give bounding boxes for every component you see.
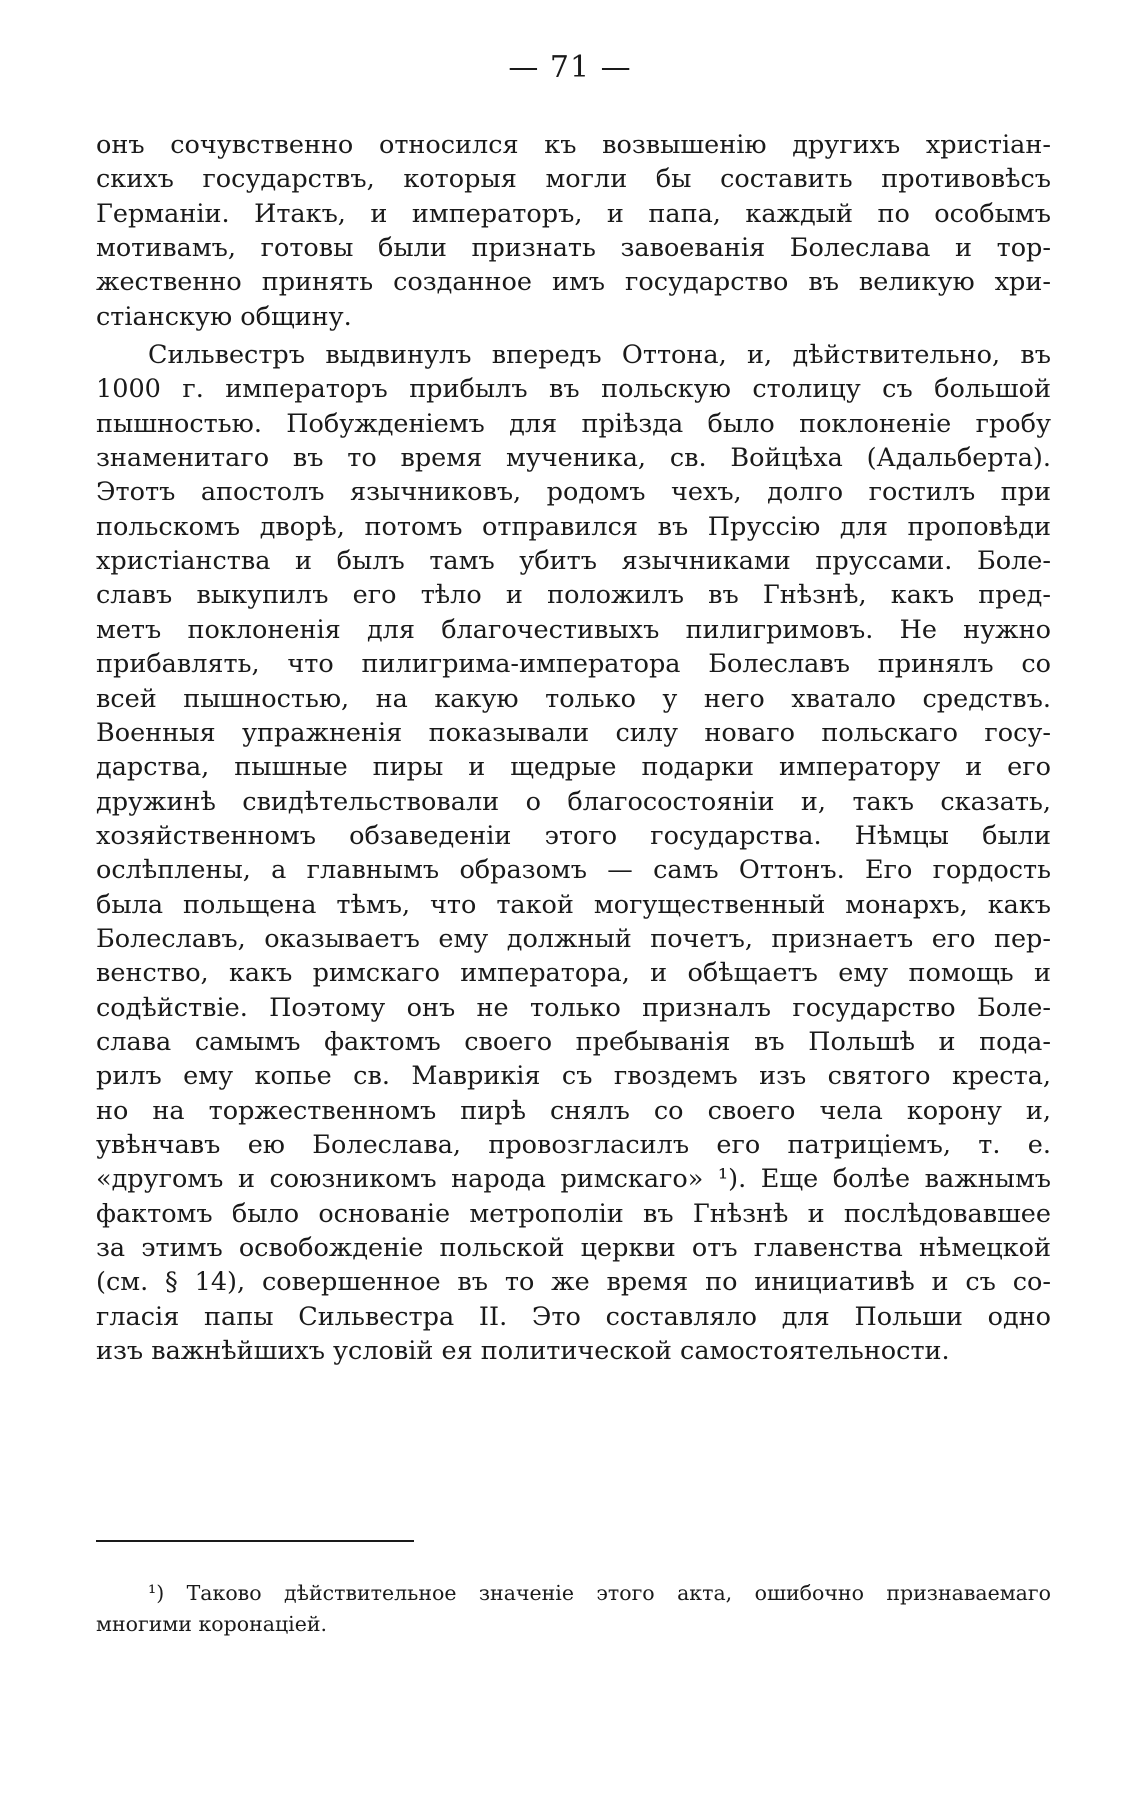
text-line: онъ сочувственно относился къ возвышенію другихъ христіан- (96, 130, 1051, 160)
text-line: рилъ ему копье св. Маврикія съ гвоздемъ изъ святого креста, (96, 1061, 1051, 1092)
text-line: венство, какъ римскаго императора, и обѣщаетъ ему помощь и (96, 958, 1051, 989)
text-line: (см. § 14), совершенное въ то же время по инициативѣ и съ со- (96, 1267, 1051, 1298)
text-line: дарства, пышные пиры и щедрые подарки императору и его (96, 752, 1051, 783)
paragraph-1 (96, 128, 1051, 334)
text-line: фактомъ было основаніе метрополіи въ Гнѣзнѣ и послѣдовавшее (96, 1198, 1051, 1229)
text-line: Германіи. Итакъ, и императоръ, и папа, каждый по особымъ (96, 198, 1051, 229)
text-line: «другомъ и союзникомъ народа римскаго» ¹). Еще болѣе важнымъ (96, 1164, 1051, 1195)
text-line: мотивамъ, готовы были признать завоеванія Болеслава и тор- (96, 233, 1051, 264)
text-line: христіанства и былъ тамъ убитъ язычниками пруссами. Боле- (96, 546, 1051, 577)
text-line: польскомъ дворѣ, потомъ отправился въ Пруссію для проповѣди (96, 511, 1051, 542)
text-line: пышностью. Побужденіемъ для пріѣзда было поклоненіе гробу (96, 408, 1051, 439)
text-line: прибавлять, что пилигрима-императора Болеславъ принялъ со (96, 649, 1051, 680)
text-line: но на торжественномъ пирѣ снялъ со своего чела корону и, (96, 1095, 1051, 1126)
text-line: метъ поклоненія для благочестивыхъ пилигримовъ. Не нужно (96, 614, 1051, 645)
text-line: ослѣплены, а главнымъ образомъ — самъ Оттонъ. Его гордость (96, 855, 1051, 886)
text-line: хозяйственномъ обзаведеніи этого государства. Нѣмцы были (96, 820, 1051, 851)
text-line: содѣйствіе. Поэтому онъ не только призналъ государство Боле- (96, 992, 1051, 1023)
page-number: — 71 — (508, 50, 632, 85)
footnote-line: ¹) Таково дѣйствительное значеніе этого акта, ошибочно признаваемаго (148, 1581, 1051, 1605)
footnote-line: многими коронацiей. (96, 1612, 328, 1636)
footnote-divider (96, 1540, 414, 1542)
text-line: Сильвестръ выдвинулъ впередъ Оттона, и, дѣйствительно, въ (148, 340, 1051, 371)
paragraph-2 (96, 338, 1051, 1368)
body-text (96, 128, 1051, 1368)
text-line: Военныя упражненія показывали силу новаго польскаго госу- (96, 717, 1051, 748)
text-line: была польщена тѣмъ, что такой могущественный монархъ, какъ (96, 889, 1051, 920)
text-line: гласія папы Сильвестра II. Это составляло для Польши одно (96, 1301, 1051, 1332)
text-line: слава самымъ фактомъ своего пребыванія въ Польшѣ и пода- (96, 1026, 1051, 1057)
text-line: дружинѣ свидѣтельствовали о благосостояніи и, такъ сказать, (96, 786, 1051, 817)
text-line: жественно принять созданное имъ государство въ великую хри- (96, 267, 1051, 298)
text-line: всей пышностью, на какую только у него хватало средствъ. (96, 683, 1051, 714)
text-line: скихъ государствъ, которыя могли бы составить противовѣсъ (96, 164, 1051, 195)
text-line: славъ выкупилъ его тѣло и положилъ въ Гнѣзнѣ, какъ пред- (96, 580, 1051, 611)
text-line: стіанскую общину. (96, 301, 352, 332)
text-line: Болеславъ, оказываетъ ему должный почетъ, признаетъ его пер- (96, 923, 1051, 954)
text-line: знаменитаго въ то время мученика, св. Войцѣха (Адальберта). (96, 443, 1051, 474)
text-line: изъ важнѣйшихъ условій ея политической самостоятельности. (96, 1336, 950, 1367)
footnote (96, 1578, 1051, 1640)
text-line: 1000 г. императоръ прибылъ въ польскую столицу съ большой (96, 374, 1051, 405)
text-line: Этотъ апостолъ язычниковъ, родомъ чехъ, долго гостилъ при (96, 477, 1051, 508)
text-line: за этимъ освобожденіе польской церкви отъ главенства нѣмецкой (96, 1233, 1051, 1263)
text-line: увѣнчавъ ею Болеслава, провозгласилъ его патриціемъ, т. е. (96, 1129, 1051, 1160)
